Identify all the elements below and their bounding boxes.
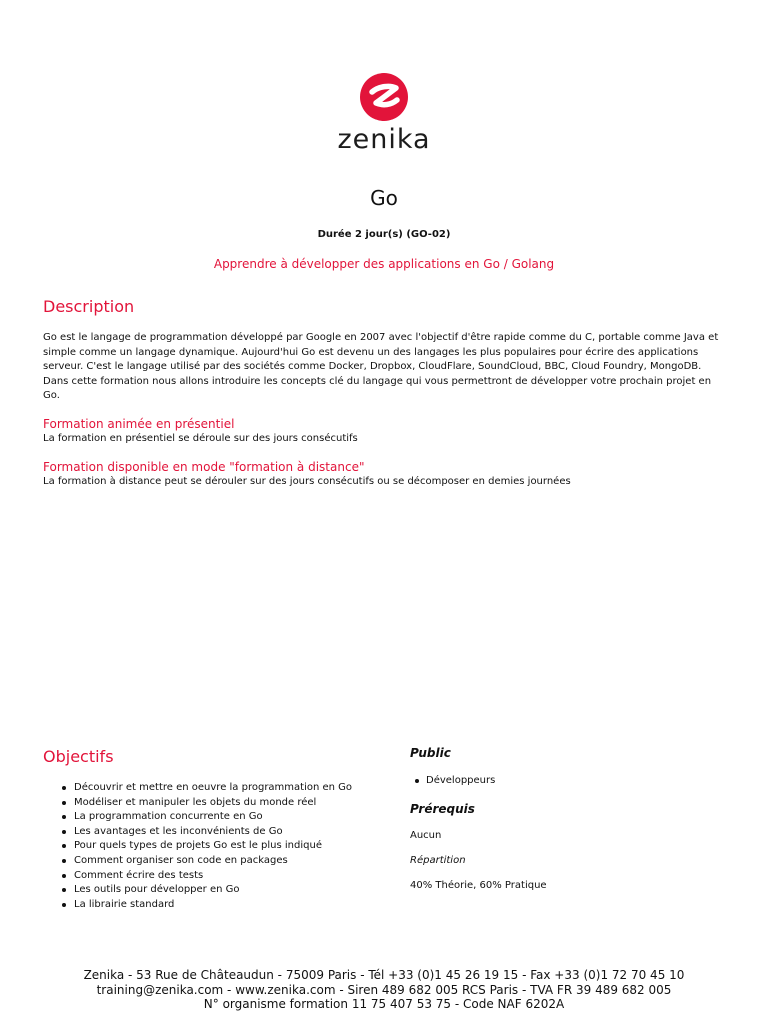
zenika-logo-mark-icon <box>359 72 409 122</box>
list-item: Comment écrire des tests <box>43 869 352 884</box>
list-item: Pour quels types de projets Go est le plus indiqué <box>43 839 352 854</box>
footer-contact-line: training@zenika.com - www.zenika.com - Siren 489 682 005 RCS Paris - TVA FR 39 489 682 005 <box>96 982 672 997</box>
distance-heading: Formation disponible en mode "formation à distance" <box>43 460 365 474</box>
description-text: Go est le langage de programmation développé par Google en 2007 avec l'objectif d'être rapide comme du C, portable comme Java et simple comme un langage dynamique. Aujourd'hui Go est devenu un des langages les plus populaires pour écrire des applications serveur. C'est le langage utilisé par des sociétés comme Docker, Dropbox, CloudFlare, SoundCloud, BBC, Cloud Foundry, MongoDB. Dans cette formation nous allons introduire les concepts clé du langage qui vous permettront de développer votre prochain projet en Go. <box>43 332 719 402</box>
list-item: Découvrir et mettre en oeuvre la programmation en Go <box>43 781 352 796</box>
footer-registration-line: N° organisme formation 11 75 407 53 75 - Code NAF 6202A <box>203 997 565 1011</box>
zenika-wordmark: zenika <box>337 124 431 155</box>
footer-address-line: Zenika - 53 Rue de Châteaudun - 75009 Paris - Tél +33 (0)1 45 26 19 15 - Fax +33 (0)1 72 70 45 10 <box>83 968 685 982</box>
list-item: Les outils pour développer en Go <box>43 883 352 898</box>
list-item: Comment organiser son code en packages <box>43 854 352 869</box>
public-list <box>410 774 495 788</box>
list-item: Modéliser et manipuler les objets du monde réel <box>43 796 352 811</box>
list-item: Développeurs <box>410 774 495 788</box>
objectifs-list <box>43 781 352 912</box>
course-duration: Durée 2 jour(s) (GO-02) <box>317 229 451 240</box>
list-item: La programmation concurrente en Go <box>43 810 352 825</box>
description-heading: Description <box>43 297 135 316</box>
course-subtitle: Apprendre à développer des applications en Go / Golang <box>213 257 555 271</box>
zenika-logo <box>0 72 768 155</box>
distance-text: La formation à distance peut se dérouler sur des jours consécutifs ou se décomposer en demies journées <box>43 476 571 487</box>
repartition-heading: Répartition <box>410 855 466 866</box>
objectifs-heading: Objectifs <box>43 747 114 766</box>
prerequis-text: Aucun <box>410 830 442 841</box>
page-footer <box>0 968 768 1012</box>
prerequis-heading: Prérequis <box>410 802 475 816</box>
list-item: Les avantages et les inconvénients de Go <box>43 825 352 840</box>
presentiel-text: La formation en présentiel se déroule sur des jours consécutifs <box>43 433 358 444</box>
presentiel-heading: Formation animée en présentiel <box>43 417 235 431</box>
repartition-text: 40% Théorie, 60% Pratique <box>410 880 547 891</box>
course-title: Go <box>370 186 398 210</box>
list-item: La librairie standard <box>43 898 352 913</box>
public-heading: Public <box>410 746 451 760</box>
